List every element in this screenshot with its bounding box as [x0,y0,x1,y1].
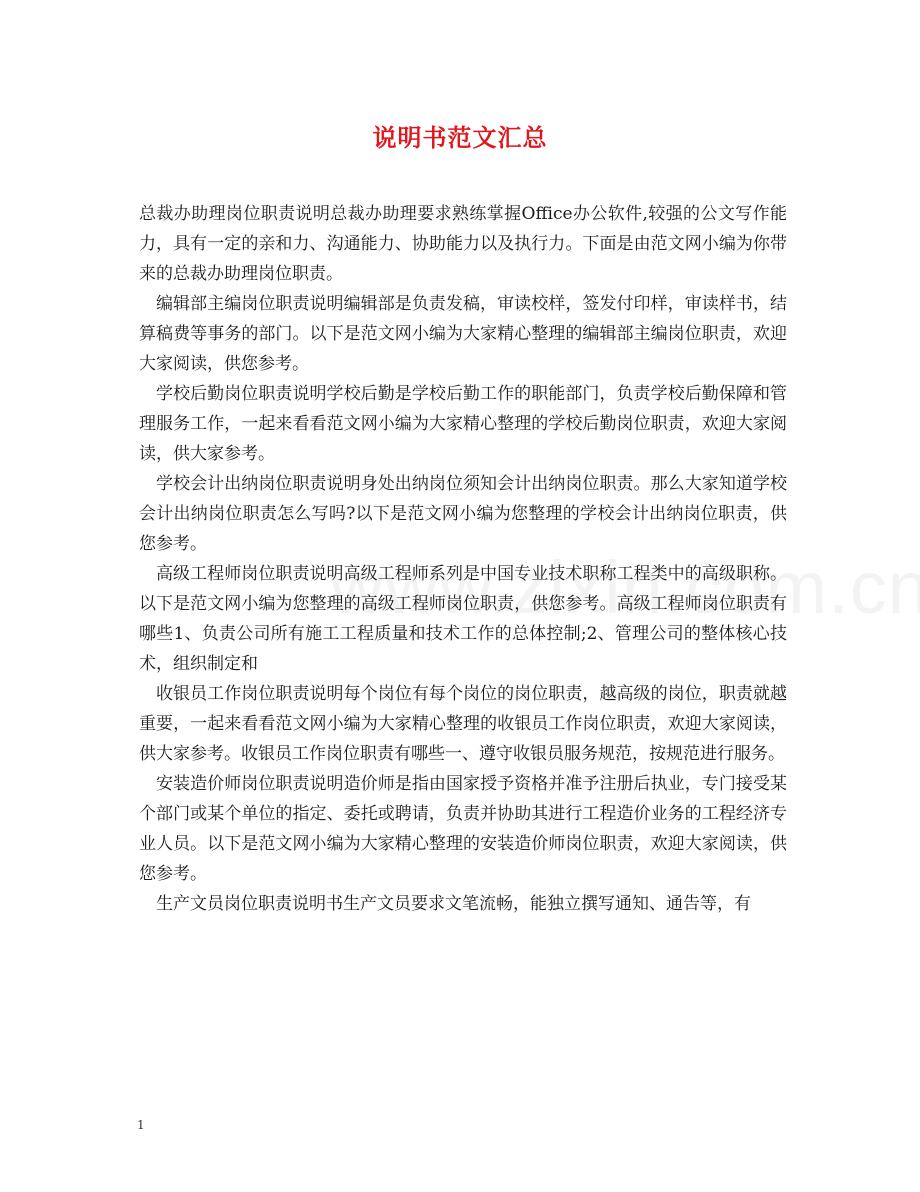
paragraph-logistics: 学校后勤岗位职责说明学校后勤是学校后勤工作的职能部门，负责学校后勤保障和管理服务工作，一起来看看范文网小编为大家精心整理的学校后勤岗位职责，欢迎大家阅读，供大家参考。 [139,384,787,464]
document-title: 说明书范文汇总 [372,123,548,152]
paragraph-production-clerk: 生产文员岗位职责说明书生产文员要求文笔流畅，能独立撰写通知、通告等，有 [156,894,751,914]
paragraph-cost-engineer: 安装造价师岗位职责说明造价师是指由国家授予资格并准予注册后执业，专门接受某个部门或某个单位的指定、委托或聘请，负责并协助其进行工程造价业务的工程经济专业人员。以下是范文网小编为大家精心整理的安装造价师岗位职责，欢迎大家阅读，供您参考。 [139,774,787,884]
paragraph-assistant: 总裁办助理岗位职责说明总裁办助理要求熟练掌握Office办公软件,较强的公文写作能力，具有一定的亲和力、沟通能力、协助能力以及执行力。下面是由范文网小编为你带来的总裁办助理岗位职责。 [139,204,787,284]
page-number: 1 [137,1118,145,1132]
paragraph-senior-engineer: 高级工程师岗位职责说明高级工程师系列是中国专业技术职称工程类中的高级职称。以下是范文网小编为您整理的高级工程师岗位职责，供您参考。高级工程师岗位职责有哪些1、负责公司所有施工工程质量和技术工作的总体控制;2、管理公司的整体核心技术，组织制定和 [139,564,787,674]
document-body [139,199,787,919]
paragraph-editor: 编辑部主编岗位职责说明编辑部是负责发稿，审读校样，签发付印样，审读样书，结算稿费等事务的部门。以下是范文网小编为大家精心整理的编辑部主编岗位职责，欢迎大家阅读，供您参考。 [139,294,787,374]
paragraph-cashier-accountant: 学校会计出纳岗位职责说明身处出纳岗位须知会计出纳岗位职责。那么大家知道学校会计出纳岗位职责怎么写吗?以下是范文网小编为您整理的学校会计出纳岗位职责，供您参考。 [139,474,787,554]
paragraph-cashier: 收银员工作岗位职责说明每个岗位有每个岗位的岗位职责，越高级的岗位，职责就越重要，一起来看看范文网小编为大家精心整理的收银员工作岗位职责，欢迎大家阅读，供大家参考。收银员工作岗位职责有哪些一、遵守收银员服务规范，按规范进行服务。 [139,684,787,764]
